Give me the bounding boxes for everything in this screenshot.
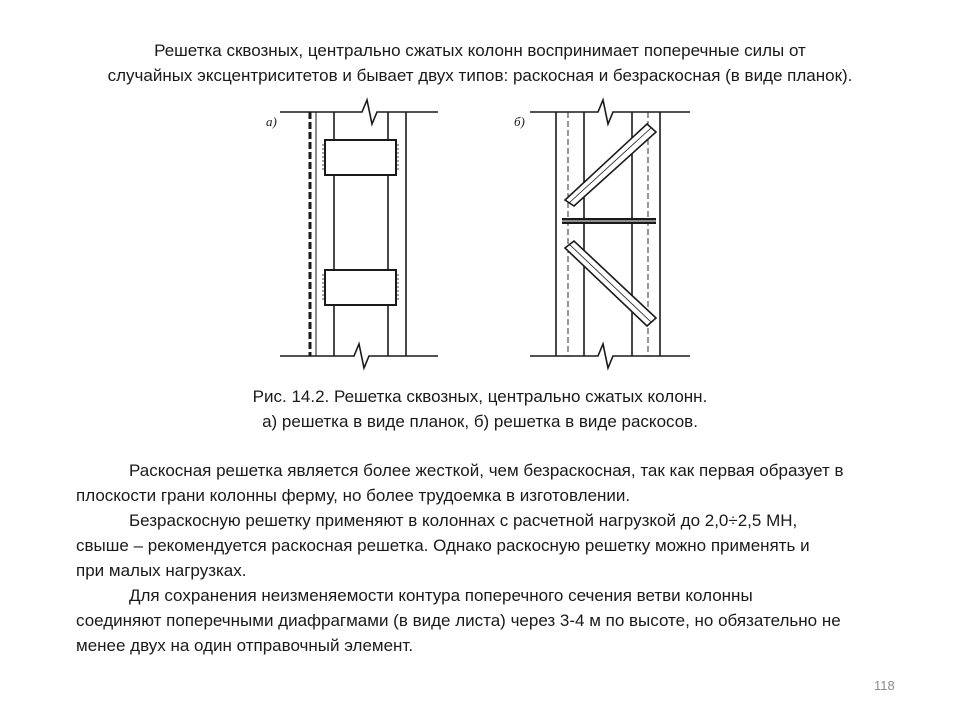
caption-line: Рис. 14.2. Решетка сквозных, центрально сжатых колонн. <box>252 387 708 406</box>
column-diagonal-lattice <box>514 100 690 368</box>
paragraph-line: соединяют поперечными диафрагмами (в виде листа) через 3-4 м по высоте, но обязательно не <box>76 611 841 630</box>
caption-line: а) решетка в виде планок, б) решетка в виде раскосов. <box>262 412 698 431</box>
figure-label-b: б) <box>514 114 525 129</box>
figure-caption <box>0 384 960 434</box>
top-break-line <box>530 100 690 124</box>
paragraph-line: свыше – рекомендуется раскосная решетка. Однако раскосную решетку можно применять и <box>76 536 810 555</box>
paragraph-line: плоскости грани колонны ферму, но более трудоемка в изготовлении. <box>76 486 631 505</box>
top-break-line <box>280 100 438 124</box>
paragraph-line: Для сохранения неизменяемости контура поперечного сечения ветви колонны <box>129 586 753 605</box>
batten-plate <box>325 140 396 175</box>
bottom-break-line <box>280 344 438 368</box>
page-number: 118 <box>874 678 895 693</box>
paragraph-line: при малых нагрузках. <box>76 561 247 580</box>
paragraph-line: Раскосная решетка является более жесткой, чем безраскосная, так как первая образует в <box>129 461 844 480</box>
paragraph-line: менее двух на один отправочный элемент. <box>76 636 414 655</box>
paragraph-line: Безраскосную решетку применяют в колоннах с расчетной нагрузкой до 2,0÷2,5 МН, <box>129 511 798 530</box>
bottom-break-line <box>530 344 690 368</box>
batten-plate <box>325 270 396 305</box>
paragraph <box>76 458 936 508</box>
figure-label-a: а) <box>266 114 277 129</box>
intro-line: случайных эксцентриситетов и бывает двух типов: раскосная и безраскосная (в виде планок). <box>107 66 853 85</box>
paragraph <box>76 583 936 658</box>
paragraph <box>76 508 936 583</box>
column-batten-lattice <box>266 100 438 368</box>
body-text <box>76 458 936 658</box>
intro-line: Решетка сквозных, центрально сжатых колонн воспринимает поперечные силы от <box>154 41 806 60</box>
